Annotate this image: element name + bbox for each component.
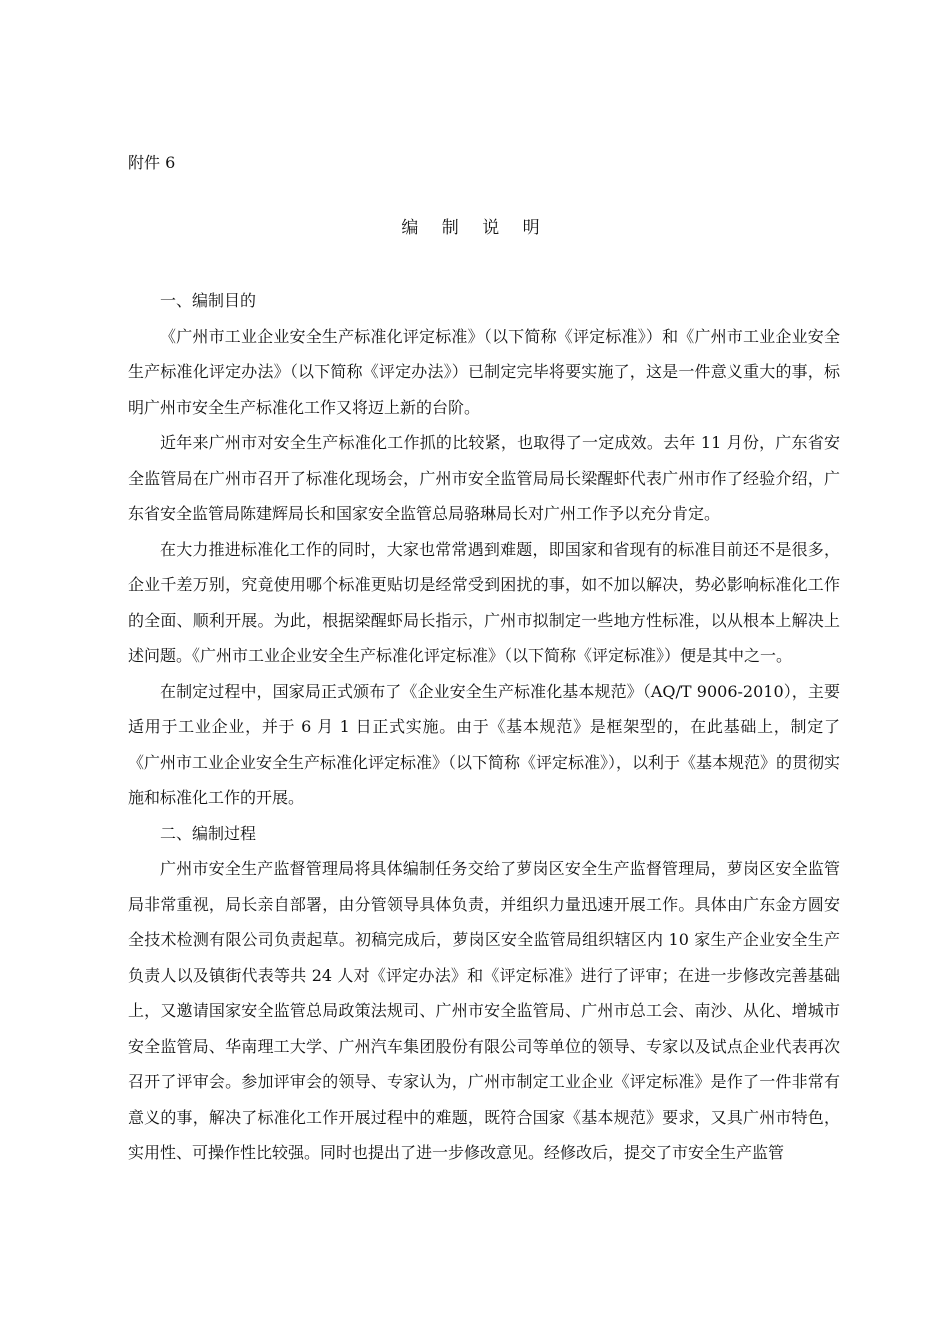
paragraph: 近年来广州市对安全生产标准化工作抓的比较紧，也取得了一定成效。去年 11 月份，广东省安全监管局在广州市召开了标准化现场会，广州市安全监管局局长梁醒虾代表广州市作了经验介绍，广东省安全监管局陈建辉局长和国家安全监管总局骆琳局长对广州工作予以充分肯定。 [128,433,840,523]
paragraph: 广州市安全生产监督管理局将具体编制任务交给了萝岗区安全生产监督管理局，萝岗区安全监管局非常重视，局长亲自部署，由分管领导具体负责，并组织力量迅速开展工作。具体由广东金方圆安全技术检测有限公司负责起草。初稿完成后，萝岗区安全监管局组织辖区内 10 家生产企业安全生产负责人以及镇街代表等共 24 人对《评定办法》和《评定标准》进行了评审；在进一步修改完善基础上，又邀请国家安全监管总局政策法规司、广州市安全监管局、广州市总工会、南沙、从化、增城市安全监管局、华南理工大学、广州汽车集团股份有限公司等单位的领导、专家以及试点企业代表再次召开了评审会。参加评审会的领导、专家认为，广州市制定工业企业《评定标准》是作了一件非常有意义的事，解决了标准化工作开展过程中的难题，既符合国家《基本规范》要求，又具广州市特色，实用性、可操作性比较强。同时也提出了进一步修改意见。经修改后，提交了市安全生产监管 [128,859,840,1162]
paragraph: 在大力推进标准化工作的同时，大家也常常遇到难题，即国家和省现有的标准目前还不是很多，企业千差万别，究竟使用哪个标准更贴切是经常受到困扰的事，如不加以解决，势必影响标准化工作的全面、顺利开展。为此，根据梁醒虾局长指示，广州市拟制定一些地方性标准，以从根本上解决上述问题。《广州市工业企业安全生产标准化评定标准》（以下简称《评定标准》）便是其中之一。 [128,539,840,665]
paragraph: 《广州市工业企业安全生产标准化评定标准》（以下简称《评定标准》）和《广州市工业企业安全生产标准化评定办法》（以下简称《评定办法》）已制定完毕将要实施了，这是一件意义重大的事，标明广州市安全生产标准化工作又将迈上新的台阶。 [128,326,840,417]
attachment-label: 附件 6 [128,153,176,172]
section-heading-purpose: 一、编制目的 [160,291,257,310]
document-body [128,283,840,1171]
document-title: 编 制 说 明 [401,218,549,238]
paragraph: 在制定过程中，国家局正式颁布了《企业安全生产标准化基本规范》（AQ/T 9006-2010），主要适用于工业企业，并于 6 月 1 日正式实施。由于《基本规范》是框架型的，在此基础上，制定了《广州市工业企业安全生产标准化评定标准》（以下简称《评定标准》），以利于《基本规范》的贯彻实施和标准化工作的开展。 [128,681,841,807]
section-heading-process: 二、编制过程 [160,823,257,843]
